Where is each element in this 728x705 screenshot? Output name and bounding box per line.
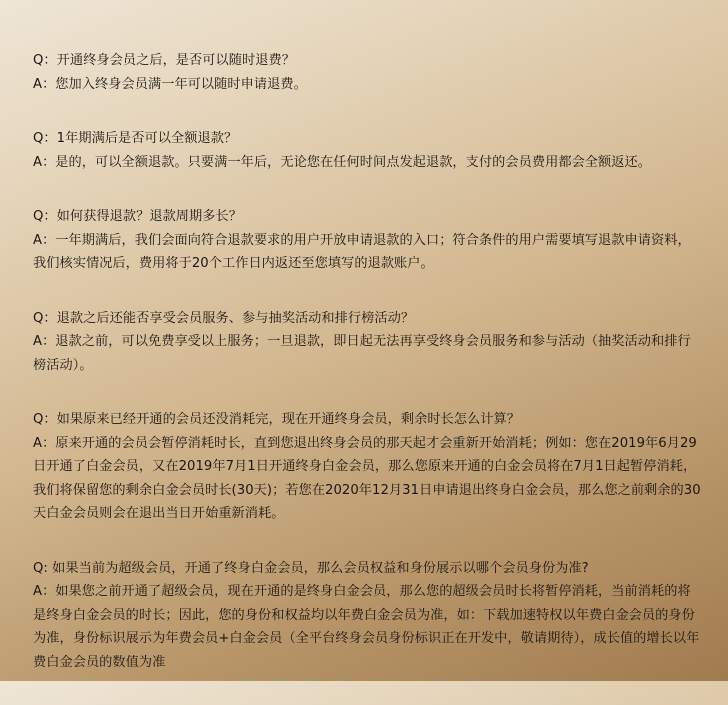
faq-question: Q: 如果当前为超级会员，开通了终身白金会员，那么会员权益和身份展示以哪个会员身份为准? <box>33 560 589 576</box>
faq-item <box>33 127 703 174</box>
faq-item <box>33 205 703 276</box>
faq-question: Q：如何获得退款？退款周期多长？ <box>33 209 242 224</box>
faq-question: Q：如果原来已经开通的会员还没消耗完，现在开通终身会员，剩余时长怎么计算？ <box>33 412 520 427</box>
faq-answer: A：您加入终身会员满一年可以随时申请退费。 <box>33 76 307 92</box>
faq-answer: A：原来开通的会员会暂停消耗时长，直到您退出终身会员的那天起才会重新开始消耗；例如：您在2019年6月29日开通了白金会员，又在2019年7月1日开通终身白金会员，那么您原来开通的白金会员将在7月1日起暂停消耗，我们将保留您的剩余白金会员时长(30天)；若您在2020年12月31日申请退出终身白金会员，那么您之前剩余的30天白金会员则会在退出当日开始重新消耗。 <box>33 435 701 521</box>
faq-answer: A：退款之前，可以免费享受以上服务；一旦退款，即日起无法再享受终身会员服务和参与活动（抽奖活动和排行榜活动）。 <box>33 334 691 373</box>
faq-answer: A：如果您之前开通了超级会员，现在开通的是终身白金会员，那么您的超级会员时长将暂停消耗，当前消耗的将是终身白金会员的时长；因此，您的身份和权益均以年费白金会员为准，如：下载加速特权以年费白金会员的身份为准，身份标识展示为年费会员+白金会员（全平台终身会员身份标识正在开发中，敬请期待），成长值的增长以年费白金会员的数值为准 <box>33 584 700 670</box>
faq-question: Q：1年期满后是否可以全额退款？ <box>33 131 238 146</box>
faq-item <box>33 49 703 96</box>
faq-question: Q：退款之后还能否享受会员服务、参与抽奖活动和排行榜活动？ <box>33 310 415 326</box>
faq-answer: A：一年期满后，我们会面向符合退款要求的用户开放申请退款的入口；符合条件的用户需要填写退款申请资料，我们核实情况后，费用将于20个工作日内返还至您填写的退款账户。 <box>33 232 691 271</box>
faq-list <box>33 49 703 705</box>
faq-question: Q：开通终身会员之后，是否可以随时退费？ <box>33 53 295 68</box>
faq-item <box>33 557 703 675</box>
faq-item <box>33 408 703 526</box>
faq-answer: A：是的，可以全额退款。只要满一年后，无论您在任何时间点发起退款，支付的会员费用都会全额返还。 <box>33 154 651 170</box>
faq-item <box>33 307 703 378</box>
